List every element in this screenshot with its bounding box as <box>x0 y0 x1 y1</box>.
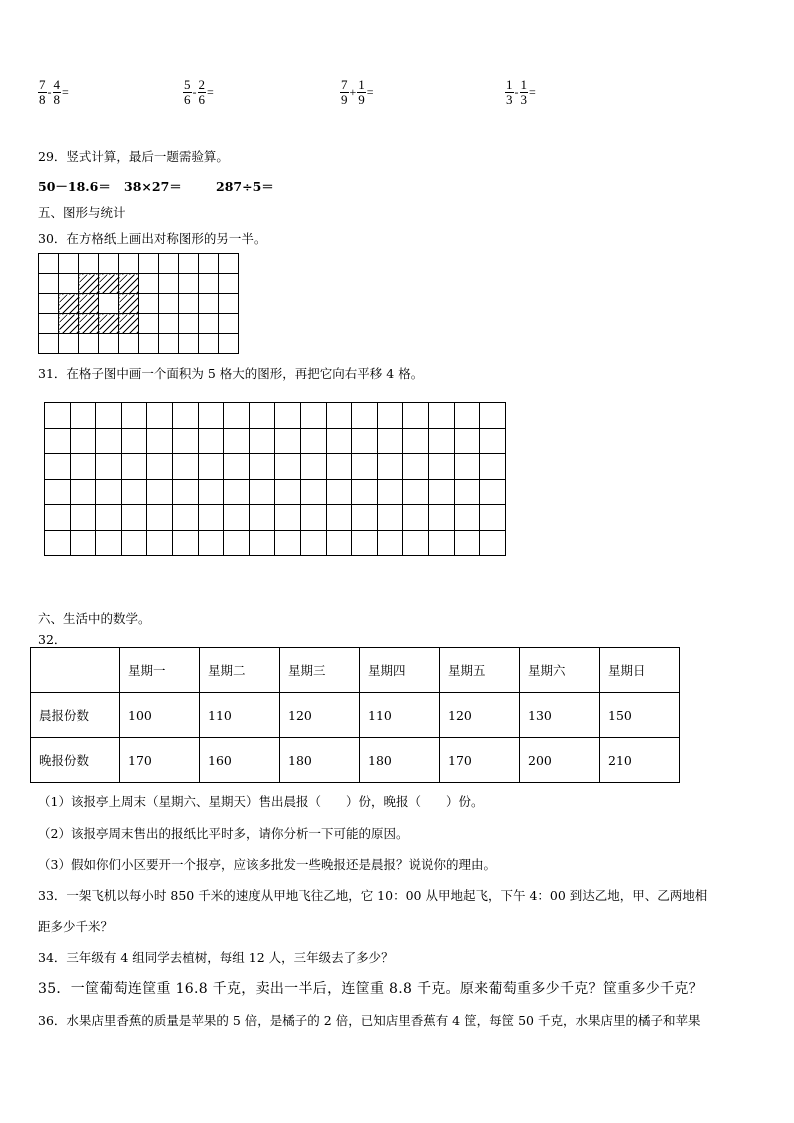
q36-text: 36．水果店里香蕉的质量是苹果的 5 倍，是橘子的 2 倍，已知店里香蕉有 4 筐，每筐 50 千克，水果店里的橘子和苹果 <box>38 1013 701 1028</box>
q31-title: 31．在格子图中画一个面积为 5 格大的图形，再把它向右平移 4 格。 <box>38 366 424 381</box>
section-5-heading: 五、图形与统计 <box>38 205 126 220</box>
table-cell: 110 <box>360 693 440 738</box>
fraction: $\frac{7}{8}$ <box>39 77 46 107</box>
fraction-expr-4: $\frac{1}{3}$ - $\frac{1}{3}$ = <box>506 77 536 107</box>
q29-item-2: 38×27＝ <box>124 179 182 194</box>
fraction: $\frac{2}{6}$ <box>198 77 205 107</box>
table-cell: 180 <box>360 738 440 783</box>
table-row <box>31 693 680 738</box>
table-cell: 210 <box>600 738 680 783</box>
fraction-expr-3: $\frac{7}{9}$ + $\frac{1}{9}$ = <box>341 77 374 107</box>
table-cell: 150 <box>600 693 680 738</box>
q29-item-1: 50－18.6＝ <box>38 179 111 194</box>
fraction: $\frac{4}{8}$ <box>53 77 60 107</box>
fraction-expr-1: $\frac{7}{8}$ - $\frac{4}{8}$ = <box>39 77 69 107</box>
table-header-row <box>31 648 680 693</box>
table-cell: 200 <box>520 738 600 783</box>
fraction: $\frac{1}{3}$ <box>520 77 527 107</box>
q32-sub-3: （3）假如你们小区要开一个报亭，应该多批发一些晚报还是晨报？说说你的理由。 <box>38 857 496 872</box>
fraction: $\frac{5}{6}$ <box>184 77 191 107</box>
q35-text: 35．一筐葡萄连筐重 16.8 千克，卖出一半后，连筐重 8.8 千克。原来葡萄重多少千克？筐重多少千克？ <box>38 981 703 997</box>
table-header-cell: 星期四 <box>360 648 440 693</box>
table-row <box>31 738 680 783</box>
table-cell: 120 <box>440 693 520 738</box>
q33-line-2: 距多少千米？ <box>38 919 114 934</box>
q32-number: 32． <box>38 632 67 647</box>
newspaper-sales-table <box>30 647 680 783</box>
table-header-cell: 星期二 <box>200 648 280 693</box>
table-cell: 120 <box>280 693 360 738</box>
table-header-cell: 星期六 <box>520 648 600 693</box>
table-cell: 170 <box>120 738 200 783</box>
section-6-heading: 六、生活中的数学。 <box>38 611 151 626</box>
table-cell: 170 <box>440 738 520 783</box>
q30-title: 30．在方格纸上画出对称图形的另一半。 <box>38 231 267 246</box>
fraction-expr-2: $\frac{5}{6}$ - $\frac{2}{6}$ = <box>184 77 214 107</box>
q29-title: 29．竖式计算，最后一题需验算。 <box>38 149 229 164</box>
q32-sub-2: （2）该报亭周末售出的报纸比平时多，请你分析一下可能的原因。 <box>38 826 409 841</box>
q30-symmetry-grid <box>38 253 239 354</box>
table-corner-cell <box>31 648 120 693</box>
q31-translation-grid <box>44 402 506 556</box>
table-cell: 130 <box>520 693 600 738</box>
table-cell: 160 <box>200 738 280 783</box>
table-header-cell: 星期三 <box>280 648 360 693</box>
q32-sub-1: （1）该报亭上周末（星期六、星期天）售出晨报（ ）份，晚报（ ）份。 <box>38 794 484 809</box>
table-cell: 100 <box>120 693 200 738</box>
q33-line-1: 33．一架飞机以每小时 850 千米的速度从甲地飞往乙地，它 10：00 从甲地起飞，下午 4：00 到达乙地，甲、乙两地相 <box>38 888 708 903</box>
row-label: 晨报份数 <box>31 693 120 738</box>
fraction: $\frac{7}{9}$ <box>341 77 348 107</box>
table-header-cell: 星期一 <box>120 648 200 693</box>
fraction: $\frac{1}{3}$ <box>506 77 513 107</box>
table-cell: 180 <box>280 738 360 783</box>
q34-text: 34．三年级有 4 组同学去植树，每组 12 人，三年级去了多少？ <box>38 950 394 965</box>
table-header-cell: 星期五 <box>440 648 520 693</box>
table-cell: 110 <box>200 693 280 738</box>
row-label: 晚报份数 <box>31 738 120 783</box>
q29-item-3: 287÷5＝ <box>216 179 274 194</box>
fraction: $\frac{1}{9}$ <box>358 77 365 107</box>
table-header-cell: 星期日 <box>600 648 680 693</box>
